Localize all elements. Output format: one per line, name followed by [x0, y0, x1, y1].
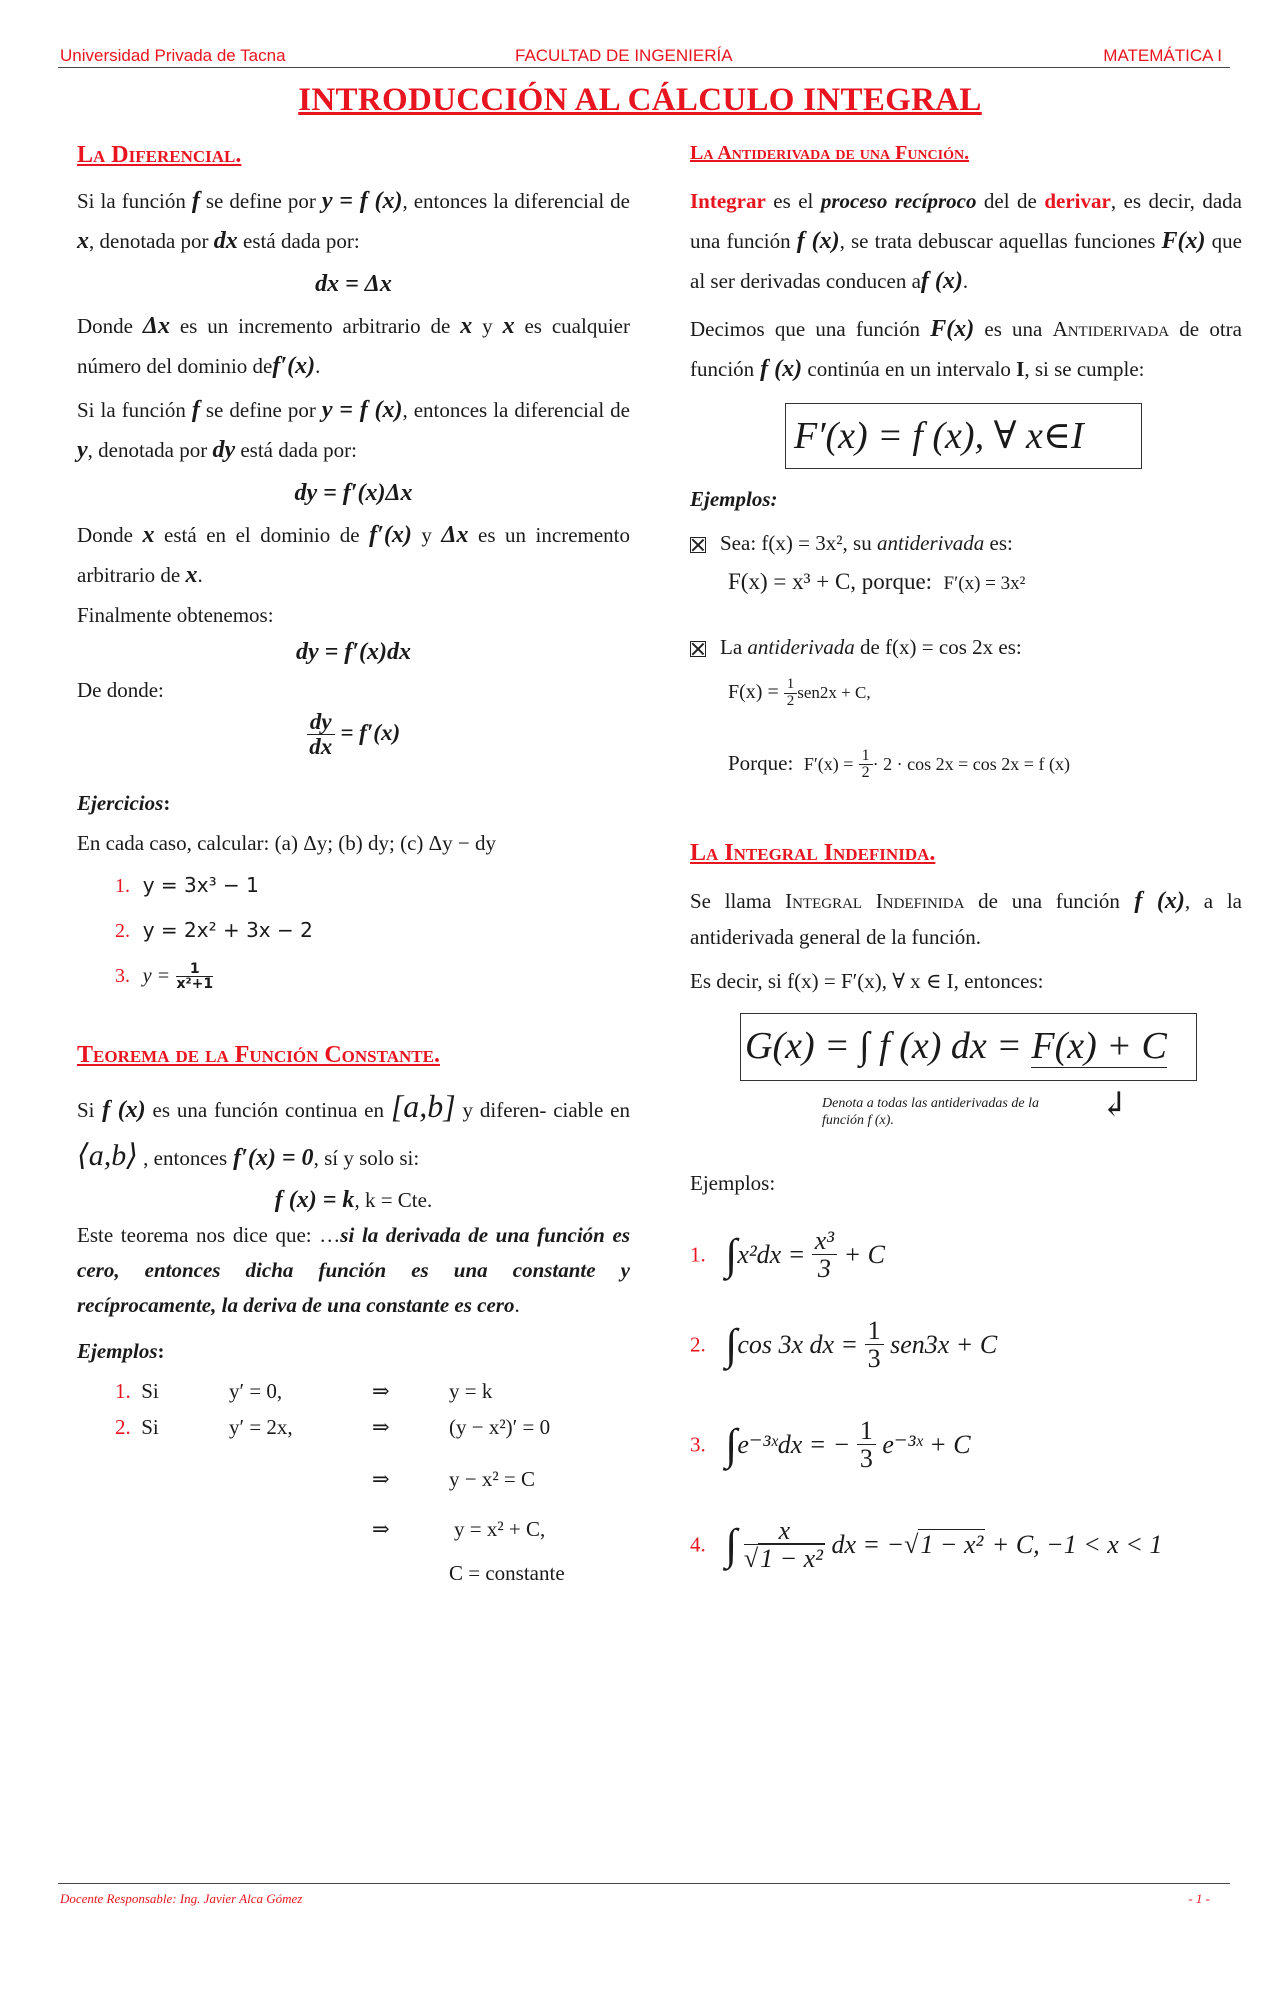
right-column [690, 142, 1242, 1607]
antiderivada-paragraph-1: Integrar es el proceso recíproco del de derivar, es decir, dada una función f (x), se trata debuscar aquellas funciones F(x) que al ser derivadas conducen af (x). [690, 189, 1242, 294]
section-heading-diferencial: La Diferencial. [77, 142, 242, 168]
diferencial-paragraph-2: Donde Δx es un incremento arbitrario de x y x es cualquier número del dominio def′(x). [77, 313, 630, 379]
antiderivada-example-1: Sea: f(x) = 3x², su antiderivada es: [690, 523, 1242, 563]
teorema-examples [77, 1371, 630, 1601]
implies-icon: ⇒ [372, 1415, 390, 1440]
equation-dy: dy = f′(x)Δx [294, 480, 413, 506]
left-column [77, 142, 630, 1601]
header-rule [58, 67, 1230, 68]
table-row: 2. Si [115, 1415, 159, 1440]
antiderivada-example-1-result: F(x) = x³ + C, porque: F′(x) = 3x² [728, 569, 1026, 594]
example-result: (y − x²)′ = 0 [449, 1415, 551, 1440]
ejercicios-list [115, 863, 630, 998]
list-item: 4. ∫ $\frac{x}{\text{√1 − x²}}$ dx = −√1 − x² + C, −1 < x < 1 [690, 1516, 1163, 1574]
header-course: MATEMÁTICA I [1103, 46, 1222, 65]
diferencial-paragraph-3: Si la función f se define por y = f (x), entonces la diferencial de y, denotada por dy está dada por: [77, 397, 630, 463]
integral-paragraph-1: Se llama Integral Indefinida de una función f (x), a la antiderivada general de la función. [690, 888, 1242, 950]
section-heading-antiderivada: La Antiderivada de una Función. [690, 142, 970, 164]
equation-dy-dx: dy = f′(x)dx [295, 639, 412, 665]
list-item: 1. y = 3x³ − 1 [115, 873, 259, 898]
implies-icon: ⇒ [372, 1517, 390, 1542]
footer-page-number: - 1 - [1188, 1891, 1210, 1906]
equation-derivative: $\frac{dy}{dx}$ = f′(x) [77, 710, 630, 759]
antiderivada-ejemplos-heading: Ejemplos: [690, 487, 778, 511]
section-heading-teorema: Teorema de la Función Constante. [77, 1042, 440, 1069]
boxed-definition: F′(x) = f (x), ∀ x∈I [794, 415, 1084, 457]
header-university: Universidad Privada de Tacna [60, 46, 286, 65]
header-faculty: FACULTAD DE INGENIERÍA [515, 46, 733, 65]
teorema-paragraph-2: Este teorema nos dice que: …si la derivada de una función es cero, entonces dicha función es una constante y recíprocamente, la deriva de una constante es cero. [77, 1223, 630, 1318]
table-row: 1. Si [115, 1379, 159, 1404]
example-condition: y′ = 2x, [229, 1415, 293, 1440]
diferencial-paragraph-4: Donde x está en el dominio de f′(x) y Δx es un incremento arbitrario de x. [77, 522, 630, 588]
diferencial-paragraph-5: Finalmente obtenemos: [77, 603, 274, 627]
integral-examples [690, 1227, 1242, 1607]
integral-definition-box [740, 1013, 1197, 1081]
footer-teacher: Docente Responsable: Ing. Javier Alca Gómez [60, 1891, 303, 1906]
example-result: y − x² = C [449, 1467, 535, 1492]
integral-note-area [690, 1081, 1242, 1141]
implies-icon: ⇒ [372, 1467, 390, 1492]
list-item: 2. ∫cos 3x dx = $\frac{1}{3}$ sen3x + C [690, 1316, 998, 1374]
footer-rule [58, 1883, 1230, 1884]
checkbox-icon [690, 641, 706, 657]
ejercicios-heading: Ejercicios: [77, 791, 171, 816]
antiderivada-example-2: La antiderivada de f(x) = cos 2x es: [690, 627, 1242, 667]
antiderivada-paragraph-2: Decimos que una función F(x) es una Antiderivada de otra función f (x) continúa en un intervalo I, si se cumple: [690, 316, 1242, 382]
integral-ejemplos-heading: Ejemplos: [690, 1171, 776, 1196]
example-result: y = k [449, 1379, 493, 1404]
list-item: 3. ∫e⁻³ˣdx = − $\frac{1}{3}$ e⁻³ˣ + C [690, 1416, 971, 1474]
diferencial-paragraph-1: Si la función f se define por y = f (x), entonces la diferencial de x, denotada por dx está dada por: [77, 188, 630, 254]
example-result: C = constante [449, 1561, 565, 1586]
checkbox-icon [690, 537, 706, 553]
list-item: 2. y = 2x² + 3x − 2 [115, 918, 313, 943]
list-item: 1. ∫x²dx = $\frac{\text{x³}}{3}$ + C [690, 1226, 885, 1284]
boxed-integral: G(x) = ∫ f (x) dx = F(x) + C [745, 1025, 1167, 1068]
equation-dx: dx = Δx [315, 271, 392, 297]
page-title: INTRODUCCIÓN AL CÁLCULO INTEGRAL [298, 82, 982, 118]
list-item: 3. y = $\frac{1}{\text{x²+1}}$ [115, 960, 214, 993]
antiderivada-example-2-result: F(x) = $\frac{1}{2}$ sen2x + C, [728, 676, 871, 709]
integral-paragraph-2: Es decir, si f(x) = F′(x), ∀ x ∈ I, entonces: [690, 969, 1044, 994]
diferencial-paragraph-6: De donde: [77, 678, 164, 702]
teorema-paragraph-1: Si f (x) es una función continua en [a,b] y diferen- ciable en ⟨a,b⟩ , entonces f′(x) = 0, sí y solo si: [77, 1088, 630, 1173]
integral-note: Denota a todas las antiderivadas de la función f (x). [822, 1096, 1039, 1129]
section-heading-integral: La Integral Indefinida. [690, 840, 936, 867]
antiderivada-example-2-proof: Porque: F′(x) = $\frac{1}{2}$ · 2 · cos 2x = cos 2x = f (x) [728, 746, 1070, 782]
implies-icon: ⇒ [372, 1379, 390, 1404]
antiderivada-definition-box [785, 403, 1142, 469]
equation-constant: f (x) = k, k = Cte. [274, 1187, 433, 1214]
example-result: y = x² + C, [454, 1517, 546, 1542]
teorema-ejemplos-heading: Ejemplos: [77, 1339, 165, 1364]
return-arrow-icon: ↲ [1100, 1087, 1129, 1125]
ejercicios-intro: En cada caso, calcular: (a) Δy; (b) dy; (c) Δy − dy [77, 831, 497, 856]
example-condition: y′ = 0, [229, 1379, 283, 1404]
